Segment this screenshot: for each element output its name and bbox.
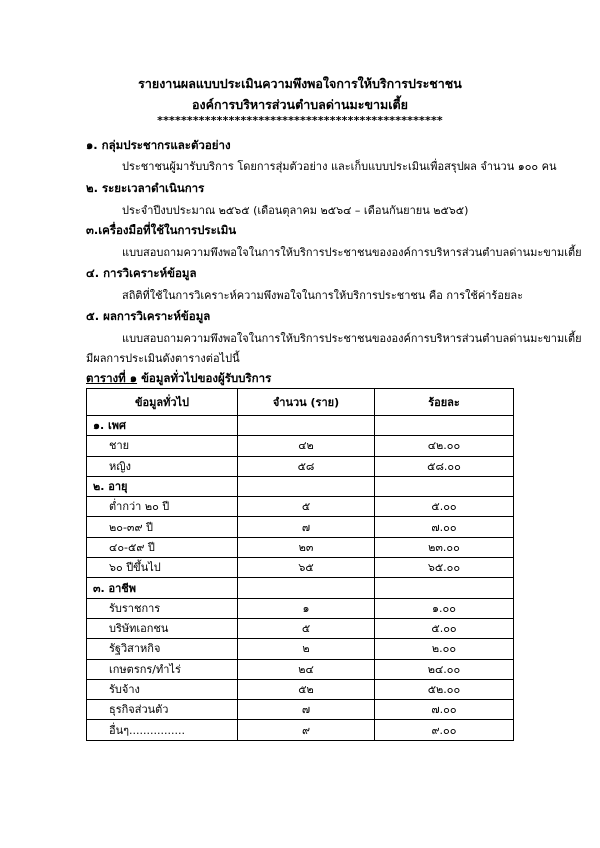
section-5-heading: ๕. ผลการวิเคราะห์ข้อมูล xyxy=(86,309,211,323)
row-percent: ๙.๐๐ xyxy=(375,720,514,740)
row-label: อื่นๆ................ xyxy=(87,720,238,740)
table-row xyxy=(87,659,514,679)
row-percent xyxy=(375,578,514,598)
row-percent: ๗.๐๐ xyxy=(375,517,514,537)
table-row xyxy=(87,517,514,537)
row-count: ๕๘ xyxy=(238,456,375,476)
table-row xyxy=(87,700,514,720)
star-divider: ************************************************ xyxy=(157,114,443,127)
row-label: หญิง xyxy=(87,456,238,476)
row-count: ๔๒ xyxy=(238,436,375,456)
row-percent: ๒๓.๐๐ xyxy=(375,537,514,557)
row-percent: ๕.๐๐ xyxy=(375,497,514,517)
row-percent: ๑.๐๐ xyxy=(375,598,514,618)
row-label: ๔๐-๕๙ ปี xyxy=(87,537,238,557)
table-group-row xyxy=(87,578,514,598)
row-percent: ๔๒.๐๐ xyxy=(375,436,514,456)
row-label: ต่ำกว่า ๒๐ ปี xyxy=(87,497,238,517)
row-count: ๙ xyxy=(238,720,375,740)
section-4-text: สถิติที่ใช้ในการวิเคราะห์ความพึงพอใจในการให้บริการประชาชน คือ การใช้ค่าร้อยละ xyxy=(122,289,524,302)
row-label: รับจ้าง xyxy=(87,679,238,699)
section-3-text: แบบสอบถามความพึงพอใจในการให้บริการประชาชนขององค์การบริหารส่วนตำบลด่านมะขามเตี้ย xyxy=(122,246,582,259)
table-row xyxy=(87,558,514,578)
row-label: ๓. อาชีพ xyxy=(87,578,238,598)
row-count: ๕ xyxy=(238,618,375,638)
section-3-heading: ๓.เครื่องมือที่ใช้ในการประเมิน xyxy=(86,223,237,237)
row-count: ๒๔ xyxy=(238,659,375,679)
organization-title: องค์การบริหารส่วนตำบลด่านมะขามเตี้ย xyxy=(192,97,408,112)
section-5-text: แบบสอบถามความพึงพอใจในการให้บริการประชาชนขององค์การบริหารส่วนตำบลด่านมะขามเตี้ย xyxy=(122,332,582,345)
table-row xyxy=(87,537,514,557)
section-5-text-cont: มีผลการประเมินดังตารางต่อไปนี้ xyxy=(86,352,240,365)
row-count: ๗ xyxy=(238,700,375,720)
row-label: ชาย xyxy=(87,436,238,456)
header-count: จำนวน (ราย) xyxy=(238,389,375,416)
row-label: ๑. เพศ xyxy=(87,416,238,436)
row-count: ๒๓ xyxy=(238,537,375,557)
row-label: ๒. อายุ xyxy=(87,476,238,496)
row-label: บริษัทเอกชน xyxy=(87,618,238,638)
table-row xyxy=(87,720,514,740)
row-label: ๒๐-๓๙ ปี xyxy=(87,517,238,537)
general-info-table xyxy=(86,388,514,741)
row-count: ๗ xyxy=(238,517,375,537)
table-header-row xyxy=(87,389,514,416)
section-2-heading: ๒. ระยะเวลาดำเนินการ xyxy=(86,181,205,195)
row-percent: ๖๕.๐๐ xyxy=(375,558,514,578)
section-1-heading: ๑. กลุ่มประชากรและตัวอย่าง xyxy=(86,138,231,152)
row-percent: ๕.๐๐ xyxy=(375,618,514,638)
row-label: รัฐวิสาหกิจ xyxy=(87,639,238,659)
row-count: ๒ xyxy=(238,639,375,659)
row-count xyxy=(238,578,375,598)
section-2-text: ประจำปีงบประมาณ ๒๕๖๕ (เดือนตุลาคม ๒๕๖๔ – เดือนกันยายน ๒๕๖๕) xyxy=(122,204,469,217)
section-4-heading: ๔. การวิเคราะห์ข้อมูล xyxy=(86,266,197,280)
table-caption xyxy=(86,370,271,388)
table-group-row xyxy=(87,416,514,436)
table-row xyxy=(87,497,514,517)
section-1-text: ประชาชนผู้มารับบริการ โดยการสุ่มตัวอย่าง และเก็บแบบประเมินเพื่อสรุปผล จำนวน ๑๐๐ คน xyxy=(122,160,557,173)
row-label: ธุรกิจส่วนตัว xyxy=(87,700,238,720)
row-count: ๖๕ xyxy=(238,558,375,578)
row-count: ๕ xyxy=(238,497,375,517)
header-percent: ร้อยละ xyxy=(375,389,514,416)
row-percent: ๕๒.๐๐ xyxy=(375,679,514,699)
row-count xyxy=(238,416,375,436)
table-group-row xyxy=(87,476,514,496)
row-percent xyxy=(375,416,514,436)
row-percent: ๗.๐๐ xyxy=(375,700,514,720)
row-percent xyxy=(375,476,514,496)
row-percent: ๒.๐๐ xyxy=(375,639,514,659)
table-row xyxy=(87,639,514,659)
row-label: รับราชการ xyxy=(87,598,238,618)
table-row xyxy=(87,618,514,638)
table-row xyxy=(87,598,514,618)
table-row xyxy=(87,456,514,476)
table-caption-text: ข้อมูลทั่วไปของผู้รับบริการ xyxy=(137,371,272,385)
table-row xyxy=(87,436,514,456)
row-label: เกษตรกร/ทำไร่ xyxy=(87,659,238,679)
table-row xyxy=(87,679,514,699)
header-info: ข้อมูลทั่วไป xyxy=(87,389,238,416)
row-count: ๑ xyxy=(238,598,375,618)
row-label: ๖๐ ปีขึ้นไป xyxy=(87,558,238,578)
row-percent: ๕๘.๐๐ xyxy=(375,456,514,476)
report-title: รายงานผลแบบประเมินความพึงพอใจการให้บริการประชาชน xyxy=(138,76,462,91)
row-count xyxy=(238,476,375,496)
row-percent: ๒๔.๐๐ xyxy=(375,659,514,679)
row-count: ๕๒ xyxy=(238,679,375,699)
table-caption-number: ตารางที่ ๑ xyxy=(86,371,138,385)
